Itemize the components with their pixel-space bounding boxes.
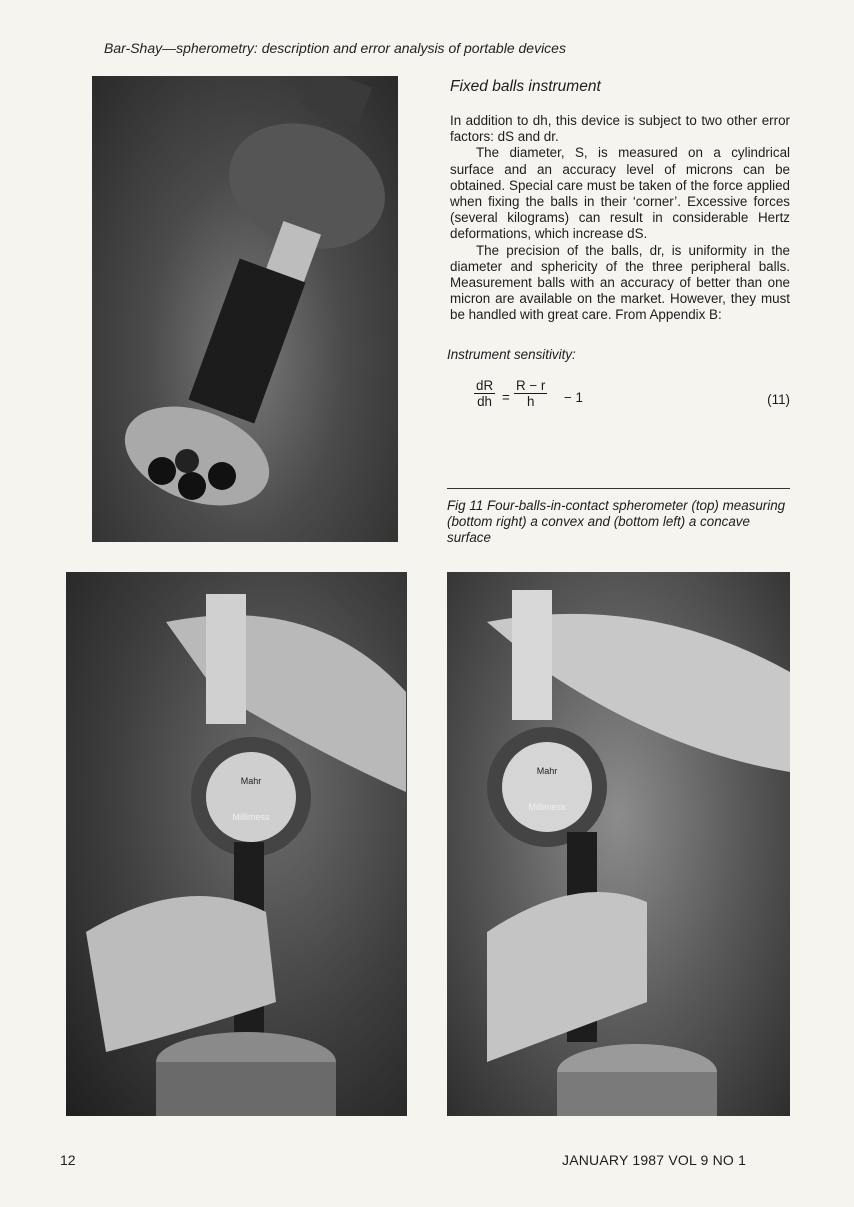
rhs-denominator: h (526, 394, 535, 409)
caption-rule (447, 488, 790, 489)
body-text (450, 113, 790, 324)
photo-concave-measurement (66, 572, 407, 1116)
dial-brand-text: Mahr (240, 776, 262, 786)
fraction-lhs (474, 378, 495, 409)
equals-sign: = (502, 390, 510, 405)
journal-issue: JANUARY 1987 VOL 9 NO 1 (562, 1152, 747, 1168)
paragraph: In addition to dh, this device is subject to two other error factors: dS and dr. (450, 113, 790, 145)
dial-label-text: Millimess (528, 802, 566, 812)
figure-caption: Fig 11 Four-balls-in-contact spherometer (top) measuring (bottom right) a convex and (bottom left) a concave surface (447, 498, 786, 545)
photo-spherometer-top (92, 76, 398, 542)
rhs-numerator: R − r (516, 378, 546, 393)
equation-number: (11) (767, 392, 790, 407)
concave-measurement-illustration (66, 572, 407, 1116)
convex-measurement-illustration (447, 572, 790, 1116)
dial-brand-text: Mahr (536, 766, 558, 776)
running-head: Bar-Shay—spherometry: description and error analysis of portable devices (104, 40, 566, 56)
lhs-numerator: dR (476, 378, 494, 393)
equation-11 (474, 378, 790, 422)
rhs-tail: − 1 (564, 390, 583, 405)
section-title: Fixed balls instrument (450, 78, 601, 95)
photo-convex-measurement (447, 572, 790, 1116)
spherometer-illustration (92, 76, 398, 542)
dial-label-text: Millimess (232, 812, 270, 822)
instrument-sensitivity-label: Instrument sensitivity: (447, 347, 576, 362)
fraction-rhs (514, 378, 547, 409)
lhs-denominator: dh (477, 394, 493, 409)
paragraph: The diameter, S, is measured on a cylindrical surface and an accuracy level of microns can be obtained. Special care must be taken of the force applied when fixing the balls in their ‘corner’. Excessive forces (several kilograms) can result in considerable Hertz deformations, which increase dS. (450, 145, 790, 242)
paragraph: The precision of the balls, dr, is uniformity in the diameter and sphericity of the three peripheral balls. Measurement balls with an accuracy of better than one micron are available on the market. However, they must be handled with great care. From Appendix B: (450, 242, 790, 323)
page-number: 12 (60, 1152, 76, 1168)
